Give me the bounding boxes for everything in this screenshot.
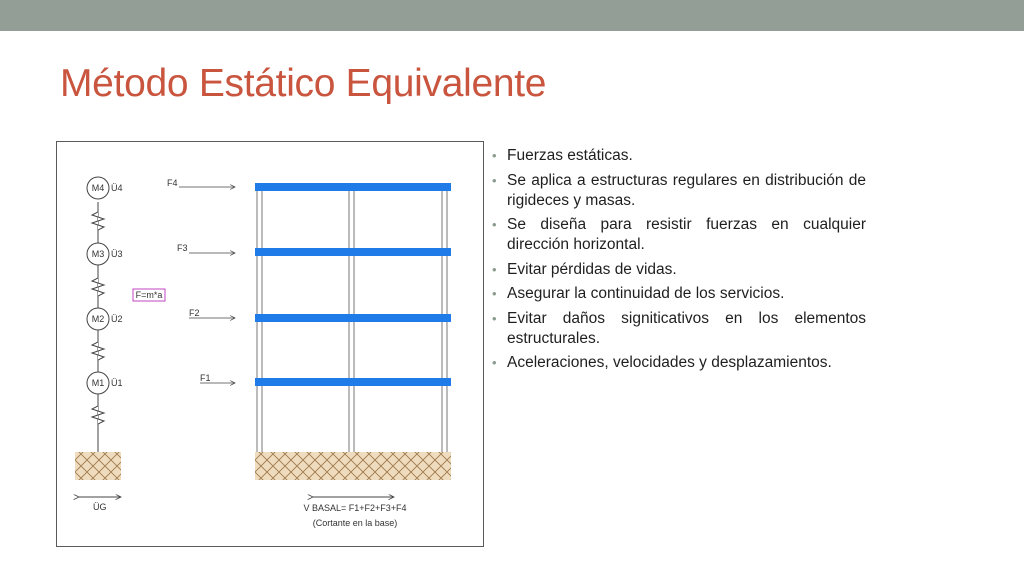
bullet-item: [489, 215, 866, 255]
mass-node-3: [87, 243, 123, 265]
mass-label: M2: [91, 314, 105, 324]
slide-title: Método Estático Equivalente: [60, 62, 547, 105]
base-shear-label: V BASAL= F1+F2+F3+F4: [303, 503, 407, 513]
mass-model-ground: [75, 452, 121, 480]
force-arrow-f2: [189, 308, 235, 318]
frame-foundation: [255, 452, 451, 480]
mass-node-4: [87, 177, 123, 199]
base-shear-caption: (Cortante en la base): [312, 518, 398, 528]
slab-level-4: [255, 183, 451, 191]
bullet-item: [489, 146, 866, 166]
bullet-dot-icon: •: [492, 286, 497, 301]
displacement-label: Ü1: [111, 378, 123, 388]
bullet-text: Se aplica a estructuras regulares en distribución de rigideces y masas.: [507, 171, 866, 209]
mass-label: M3: [91, 249, 105, 259]
mass-label: M1: [91, 378, 105, 388]
bullet-dot-icon: •: [492, 261, 497, 277]
force-label: F1: [200, 373, 211, 383]
slab-level-2: [255, 314, 451, 322]
bullet-text: Fuerzas estáticas.: [507, 147, 633, 164]
bullet-item: [489, 260, 866, 280]
force-arrow-f1: [200, 373, 235, 383]
slab-level-1: [255, 378, 451, 386]
displacement-label: Ü2: [111, 314, 123, 324]
mass-node-1: [87, 372, 123, 394]
bullet-dot-icon: •: [492, 172, 497, 188]
ground-motion-label: ÜG: [93, 502, 107, 512]
force-label: F3: [177, 243, 188, 253]
spring-icon: [92, 338, 104, 368]
bullet-text: Aceleraciones, velocidades y desplazamientos.: [507, 354, 832, 371]
spring-icon: [92, 208, 104, 238]
spring-icon: [92, 402, 104, 432]
bullet-dot-icon: •: [492, 310, 497, 326]
bullet-item: [489, 353, 866, 373]
slab-level-3: [255, 248, 451, 256]
bullet-text: Evitar daños signiticativos en los elementos estructurales.: [507, 309, 866, 347]
bullet-dot-icon: •: [492, 355, 497, 370]
structure-diagram: [56, 141, 484, 547]
force-label: F4: [167, 178, 178, 188]
mass-label: M4: [91, 183, 105, 193]
bullet-text: Se diseña para resistir fuerzas en cualquier dirección horizontal.: [507, 216, 866, 253]
displacement-label: Ü3: [111, 249, 123, 259]
bullet-dot-icon: •: [492, 148, 497, 163]
bullet-dot-icon: •: [492, 217, 497, 232]
displacement-label: Ü4: [111, 183, 123, 193]
force-arrow-f4: [167, 178, 235, 188]
bullet-item: [489, 171, 866, 211]
bullet-item: [489, 309, 866, 349]
formula-label: F=m*a: [135, 290, 163, 300]
bullet-text: Asegurar la continuidad de los servicios.: [507, 285, 785, 302]
diagram-canvas: [57, 142, 485, 548]
force-label: F2: [189, 308, 200, 318]
top-accent-bar: [0, 0, 1024, 31]
mass-node-2: [87, 308, 123, 330]
bullet-item: [489, 284, 866, 304]
bullet-list: [489, 146, 866, 378]
spring-icon: [92, 274, 104, 304]
force-arrow-f3: [177, 243, 235, 253]
bullet-text: Evitar pérdidas de vidas.: [507, 260, 677, 278]
